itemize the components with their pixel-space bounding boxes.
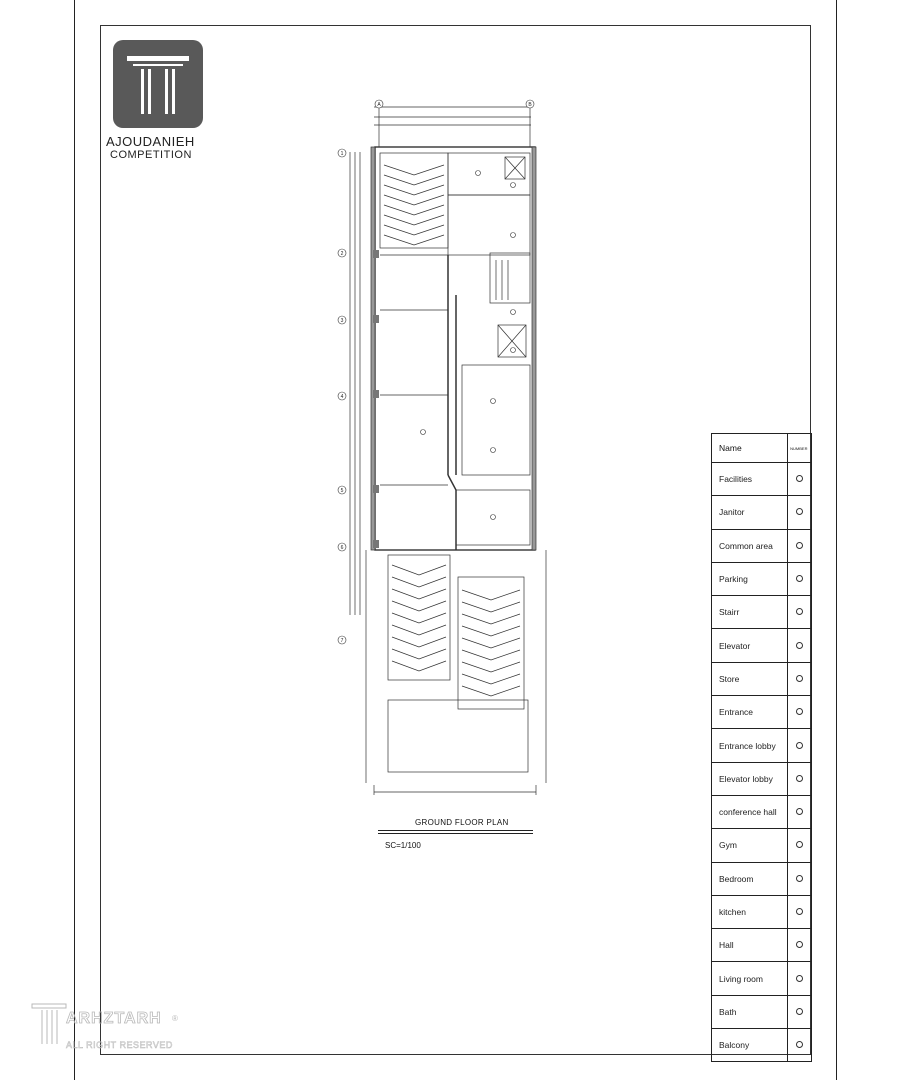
legend-row-name: conference hall (712, 795, 788, 828)
legend-row-name: kitchen (712, 895, 788, 928)
legend-row (712, 729, 812, 762)
column-logo-icon (113, 40, 203, 128)
legend-row (712, 995, 812, 1028)
room-tag-icon (796, 675, 803, 682)
room-tag-icon (796, 642, 803, 649)
legend-row (712, 662, 812, 695)
watermark-brand: ARHZTARH (66, 1010, 162, 1027)
logo-subtitle: COMPETITION (110, 149, 192, 161)
room-tag-icon (796, 808, 803, 815)
watermark-registered-mark: ® (172, 1014, 178, 1023)
room-tag-icon (796, 841, 803, 848)
legend-row-name: Entrance (712, 696, 788, 729)
room-tag-icon (796, 708, 803, 715)
room-tag-icon (796, 975, 803, 982)
room-tag-icon (796, 575, 803, 582)
legend-row (712, 895, 812, 928)
legend-row-name: Common area (712, 529, 788, 562)
plan-scale: SC=1/100 (385, 841, 421, 850)
legend-row-name: Janitor (712, 496, 788, 529)
room-legend-table (711, 433, 812, 1062)
room-tag-icon (796, 608, 803, 615)
legend-row (712, 962, 812, 995)
legend-row (712, 596, 812, 629)
plan-title-underline-2 (378, 833, 533, 834)
legend-row (712, 829, 812, 862)
room-tag-icon (796, 742, 803, 749)
watermark-tagline: ALL RIGHT RESERVED (66, 1040, 173, 1050)
room-tag-icon (796, 875, 803, 882)
axis-label-3: 3 (340, 318, 344, 324)
legend-row-name: Facilities (712, 463, 788, 496)
watermark-column-icon (30, 1000, 70, 1050)
legend-row-name: Parking (712, 562, 788, 595)
legend-header (712, 434, 812, 463)
room-tag-icon (796, 542, 803, 549)
room-tag-icon (796, 775, 803, 782)
axis-label-6: 6 (340, 545, 344, 551)
axis-label-7: 7 (340, 638, 344, 644)
legend-row-name: Elevator (712, 629, 788, 662)
logo (113, 40, 203, 128)
legend-row (712, 1029, 812, 1062)
plan-title-underline (378, 830, 533, 831)
legend-row (712, 696, 812, 729)
legend-row-name: Bedroom (712, 862, 788, 895)
legend-row-name: Elevator lobby (712, 762, 788, 795)
axis-label-2: 2 (340, 251, 344, 257)
legend-row-name: Hall (712, 929, 788, 962)
legend-row-name: Bath (712, 995, 788, 1028)
room-tag-icon (796, 475, 803, 482)
legend-row-name: Balcony (712, 1029, 788, 1062)
legend-row-name: Stairr (712, 596, 788, 629)
legend-row (712, 629, 812, 662)
axis-label-5: 5 (340, 488, 344, 494)
legend-row-name: Living room (712, 962, 788, 995)
legend-row (712, 762, 812, 795)
axis-label-b: B (528, 102, 532, 108)
legend-row (712, 562, 812, 595)
axis-label-a: A (377, 102, 381, 108)
room-tag-icon (796, 908, 803, 915)
legend-row-name: Store (712, 662, 788, 695)
room-tag-icon (796, 508, 803, 515)
legend-row-name: Gym (712, 829, 788, 862)
legend-header-name: Name (712, 434, 788, 463)
axis-label-1: 1 (340, 151, 344, 157)
legend-row-name: Entrance lobby (712, 729, 788, 762)
legend-row (712, 929, 812, 962)
legend-header-code: NUMBER (787, 434, 811, 463)
logo-name: AJOUDANIEH (106, 134, 195, 149)
room-tag-icon (796, 1041, 803, 1048)
legend-row (712, 862, 812, 895)
legend-row (712, 795, 812, 828)
room-tag-icon (796, 1008, 803, 1015)
axis-label-4: 4 (340, 394, 344, 400)
ground-floor-plan (330, 95, 560, 800)
plan-title: GROUND FLOOR PLAN (415, 818, 509, 827)
legend-row (712, 463, 812, 496)
legend-row (712, 496, 812, 529)
room-tag-icon (796, 941, 803, 948)
legend-row (712, 529, 812, 562)
